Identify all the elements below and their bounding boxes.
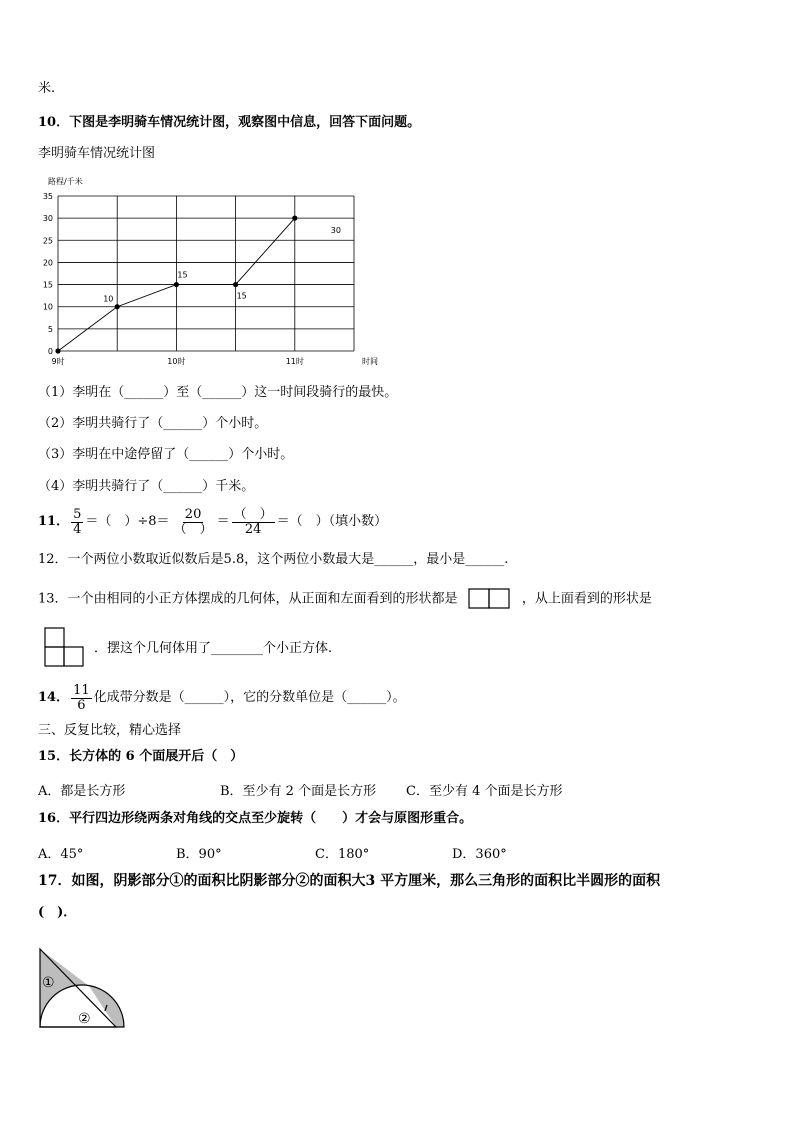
prev-question-fragment: 米. bbox=[38, 81, 56, 96]
x-tick-label: 10时 bbox=[167, 357, 186, 366]
data-point bbox=[115, 304, 120, 309]
y-tick-label: 5 bbox=[47, 324, 53, 334]
q10-sub-1: （1）李明在（______）至（______）这一时间段骑行的最快。 bbox=[38, 385, 398, 400]
top-view-shape-icon bbox=[44, 627, 86, 669]
data-point bbox=[55, 348, 60, 353]
q15-stem: 15．长方体的 6 个面展开后（ ） bbox=[38, 749, 244, 764]
q12: 12．一个两位小数取近似数后是5.8，这个两位小数最大是______，最小是______. bbox=[38, 552, 509, 567]
region-2-label: ② bbox=[78, 1011, 91, 1027]
q14-number: 14． bbox=[38, 690, 70, 705]
q11-fraction-1 bbox=[71, 508, 83, 537]
q11-number: 11． bbox=[38, 514, 70, 529]
q15-option-c: C．至少有 4 个面是长方形 bbox=[406, 784, 563, 799]
y-tick-label: 20 bbox=[42, 258, 53, 268]
q11-part2: （ ）÷8＝ bbox=[98, 514, 170, 529]
q11-f1-den: 4 bbox=[73, 521, 82, 537]
q11 bbox=[38, 505, 387, 539]
line-chart bbox=[36, 170, 386, 375]
y-tick-label: 35 bbox=[42, 192, 53, 201]
data-point bbox=[174, 282, 179, 287]
q14-f-num: 11 bbox=[73, 682, 90, 698]
q11-f2-den: （ ） bbox=[173, 521, 213, 537]
q17-line2: ( )． bbox=[38, 905, 77, 920]
q13-line2: ．摆这个几何体用了________个小正方体. bbox=[94, 641, 333, 656]
q11-equals-3: ＝ bbox=[276, 514, 290, 529]
q10-sub-4: （4）李明共骑行了（______）千米。 bbox=[38, 479, 255, 494]
q10-sub-2: （2）李明共骑行了（______）个小时。 bbox=[38, 416, 268, 431]
q16-option-b: B．90° bbox=[176, 847, 222, 862]
q11-fraction-2 bbox=[172, 508, 215, 537]
q17-line1: 17．如图，阴影部分①的面积比阴影部分②的面积大3 平方厘米，那么三角形的面积比半圆形的面积 bbox=[38, 873, 661, 889]
y-tick-label: 10 bbox=[42, 302, 53, 312]
q16-option-d: D．360° bbox=[452, 847, 507, 862]
q11-f3-num: （ ） bbox=[233, 506, 273, 522]
triangle-semicircle-figure bbox=[36, 945, 131, 1035]
section-heading: 三、反复比较，精心选择 bbox=[38, 723, 182, 738]
data-label: 15 bbox=[177, 270, 188, 280]
q11-fraction-3 bbox=[232, 508, 275, 537]
x-tick-label: 11时 bbox=[285, 357, 304, 366]
q11-equals-1: ＝ bbox=[85, 514, 99, 529]
q13-text-1: 13．一个由相同的小正方体摆成的几何体，从正面和左面看到的形状都是 bbox=[38, 591, 458, 607]
q15-option-a: A．都是长方形 bbox=[38, 784, 126, 799]
q16-option-c: C．180° bbox=[315, 847, 370, 862]
q11-f3-den: 24 bbox=[244, 521, 262, 537]
data-point bbox=[233, 282, 238, 287]
q13-text-2: ，从上面看到的形状是 bbox=[521, 591, 652, 607]
y-tick-label: 25 bbox=[42, 236, 53, 246]
region-1-label: ① bbox=[42, 975, 55, 991]
chart-title: 李明骑车情况统计图 bbox=[38, 146, 156, 161]
q14-f-den: 6 bbox=[77, 697, 86, 713]
y-axis-label: 路程/千米 bbox=[48, 177, 83, 186]
two-squares-view-icon bbox=[468, 588, 512, 610]
y-tick-label: 30 bbox=[42, 214, 53, 224]
data-label: 10 bbox=[103, 294, 114, 304]
q14 bbox=[38, 680, 406, 716]
data-label: 30 bbox=[330, 226, 341, 236]
q16-option-a: A．45° bbox=[38, 847, 84, 862]
q11-f2-num: 20 bbox=[184, 506, 202, 522]
q13-line1 bbox=[38, 588, 652, 610]
chart-grid bbox=[58, 196, 354, 351]
q15-option-b: B．至少有 2 个面是长方形 bbox=[220, 784, 377, 799]
y-tick-label: 15 bbox=[42, 280, 53, 290]
data-point bbox=[292, 216, 297, 221]
q11-equals-2: ＝ bbox=[216, 514, 230, 529]
q11-f1-num: 5 bbox=[73, 506, 82, 522]
x-axis-label: 时间 bbox=[362, 357, 378, 366]
q14-fraction bbox=[71, 684, 92, 713]
q10-sub-3: （3）李明在中途停留了（______）个小时。 bbox=[38, 447, 294, 462]
q14-text: 化成带分数是（______），它的分数单位是（______）。 bbox=[93, 690, 406, 705]
q11-part4: （ ）（填小数） bbox=[289, 514, 388, 529]
q10-stem: 10．下图是李明骑车情况统计图，观察图中信息，回答下面问题。 bbox=[38, 115, 421, 130]
x-tick-label: 9时 bbox=[51, 357, 65, 366]
data-label: 15 bbox=[236, 291, 247, 301]
q16-stem: 16．平行四边形绕两条对角线的交点至少旋转（ ）才会与原图形重合。 bbox=[38, 811, 473, 826]
y-tick-label: 0 bbox=[47, 347, 53, 356]
